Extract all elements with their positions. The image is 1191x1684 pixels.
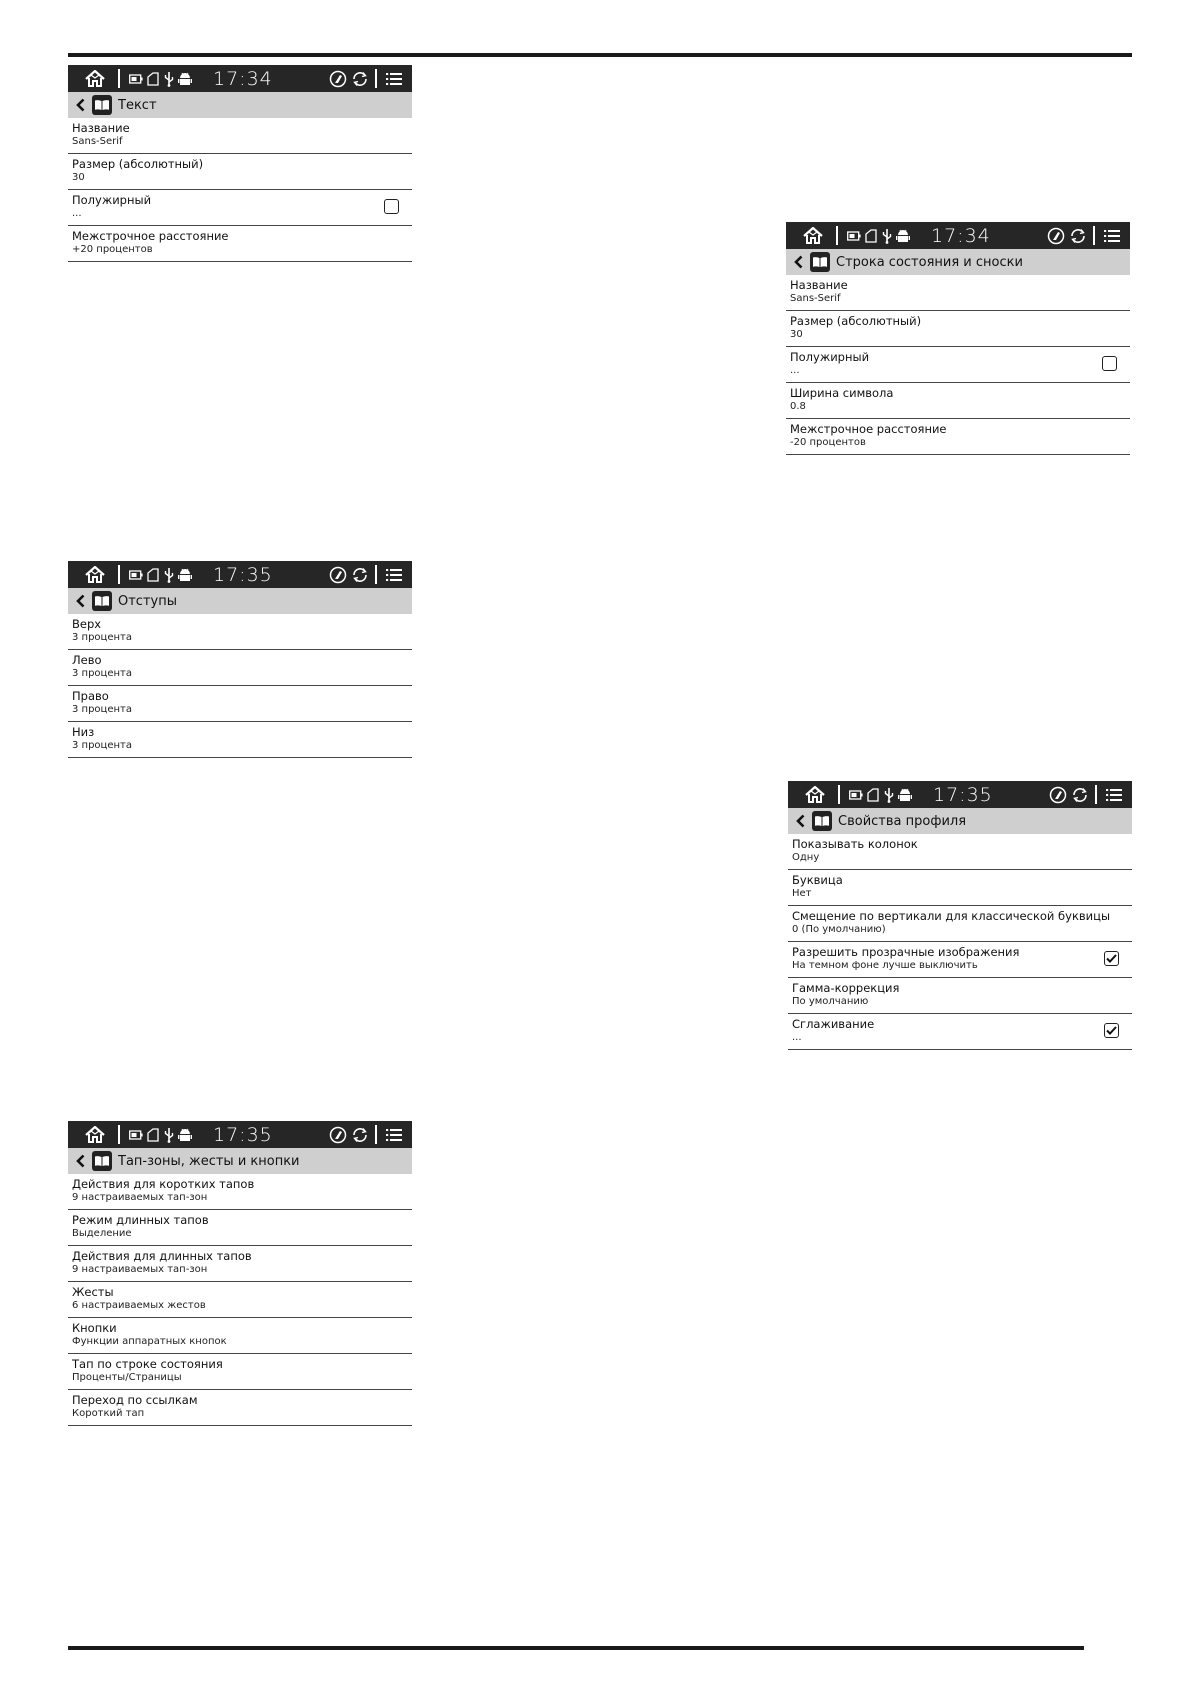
- title-bar: [68, 92, 412, 118]
- settings-item-value: 6 настраиваемых жестов: [72, 1300, 206, 1311]
- status-bar: [68, 65, 412, 92]
- settings-item-label: Жесты: [72, 1285, 114, 1299]
- settings-item[interactable]: [68, 1210, 412, 1246]
- settings-item-label: Право: [72, 689, 109, 703]
- settings-item[interactable]: [788, 1014, 1132, 1050]
- settings-item-value: 9 настраиваемых тап-зон: [72, 1264, 208, 1275]
- clean-icon[interactable]: [1049, 781, 1067, 808]
- android-icon: [178, 1121, 192, 1148]
- status-bar: [786, 222, 1130, 249]
- back-icon[interactable]: [76, 594, 88, 608]
- settings-item-label: Размер (абсолютный): [72, 157, 204, 171]
- usb-icon: [884, 781, 894, 808]
- title-bar: [786, 249, 1130, 275]
- bottom-rule: [68, 1646, 1084, 1650]
- check-icon: [1106, 954, 1117, 963]
- book-icon: [92, 591, 112, 611]
- settings-item-label: Сглаживание: [792, 1017, 875, 1031]
- usb-icon: [164, 1121, 174, 1148]
- home-icon[interactable]: [802, 222, 824, 249]
- status-separator: [375, 1125, 377, 1144]
- settings-item[interactable]: [68, 226, 412, 262]
- settings-item[interactable]: [788, 906, 1132, 942]
- status-bar: [68, 1121, 412, 1148]
- settings-item-value: Функции аппаратных кнопок: [72, 1336, 227, 1347]
- battery-icon: [129, 65, 143, 92]
- settings-item-label: Показывать колонок: [792, 837, 918, 851]
- settings-item-value: По умолчанию: [792, 996, 869, 1007]
- settings-item-value: +20 процентов: [72, 244, 153, 255]
- settings-item-value: 9 настраиваемых тап-зон: [72, 1192, 208, 1203]
- settings-item-value: Одну: [792, 852, 820, 863]
- settings-item-value: Sans-Serif: [72, 136, 123, 147]
- settings-item[interactable]: [68, 1354, 412, 1390]
- sync-icon[interactable]: [1071, 781, 1089, 808]
- settings-item-label: Буквица: [792, 873, 843, 887]
- top-rule: [68, 53, 1132, 57]
- sync-icon[interactable]: [351, 561, 369, 588]
- page-title: Строка состояния и сноски: [836, 254, 1023, 270]
- status-bar: [788, 781, 1132, 808]
- status-separator: [118, 69, 120, 88]
- settings-item[interactable]: [788, 942, 1132, 978]
- settings-item-value: 0 (По умолчанию): [792, 924, 886, 935]
- usb-icon: [164, 65, 174, 92]
- home-icon[interactable]: [84, 65, 106, 92]
- settings-item[interactable]: [786, 347, 1130, 383]
- menu-icon[interactable]: [386, 561, 402, 588]
- settings-item[interactable]: [788, 834, 1132, 870]
- settings-item-label: Полужирный: [72, 193, 152, 207]
- title-bar: [788, 808, 1132, 834]
- back-icon[interactable]: [796, 814, 808, 828]
- settings-item[interactable]: [68, 1174, 412, 1210]
- settings-item-value: Sans-Serif: [790, 293, 841, 304]
- settings-item[interactable]: [68, 686, 412, 722]
- sync-icon[interactable]: [1069, 222, 1087, 249]
- settings-item-label: Размер (абсолютный): [790, 314, 922, 328]
- clean-icon[interactable]: [329, 65, 347, 92]
- settings-item-value: 30: [72, 172, 85, 183]
- settings-item-value: 3 процента: [72, 632, 132, 643]
- settings-item-value: 3 процента: [72, 704, 132, 715]
- android-icon: [896, 222, 910, 249]
- settings-item-value: -20 процентов: [790, 437, 866, 448]
- check-icon: [1106, 1026, 1117, 1035]
- settings-item[interactable]: [68, 1246, 412, 1282]
- home-icon[interactable]: [804, 781, 826, 808]
- sd-card-icon: [867, 781, 879, 808]
- settings-screenshot: [68, 65, 412, 262]
- status-separator: [836, 226, 838, 245]
- settings-item-value: Проценты/Страницы: [72, 1372, 182, 1383]
- sd-card-icon: [147, 561, 159, 588]
- settings-item[interactable]: [68, 650, 412, 686]
- usb-icon: [164, 561, 174, 588]
- settings-item[interactable]: [68, 190, 412, 226]
- usb-icon: [882, 222, 892, 249]
- settings-screenshot: [788, 781, 1132, 1050]
- page-title: Отступы: [118, 593, 177, 609]
- settings-item-label: Межстрочное расстояние: [72, 229, 229, 243]
- battery-icon: [129, 561, 143, 588]
- settings-item[interactable]: [68, 722, 412, 758]
- sd-card-icon: [147, 65, 159, 92]
- settings-item-label: Гамма-коррекция: [792, 981, 900, 995]
- settings-item[interactable]: [786, 311, 1130, 347]
- settings-item-label: Действия для длинных тапов: [72, 1249, 252, 1263]
- settings-item-label: Действия для коротких тапов: [72, 1177, 255, 1191]
- settings-item[interactable]: [68, 1282, 412, 1318]
- status-separator: [838, 785, 840, 804]
- settings-screenshot: [68, 561, 412, 758]
- settings-item-label: Название: [790, 278, 848, 292]
- sd-card-icon: [865, 222, 877, 249]
- settings-item-label: Название: [72, 121, 130, 135]
- status-time: 17:34: [931, 225, 991, 247]
- settings-item[interactable]: [68, 1390, 412, 1426]
- status-separator: [118, 565, 120, 584]
- status-time: 17:34: [213, 68, 273, 90]
- battery-icon: [849, 781, 863, 808]
- settings-item-label: Смещение по вертикали для классической буквицы: [792, 909, 1111, 923]
- settings-item[interactable]: [786, 419, 1130, 455]
- sync-icon[interactable]: [351, 1121, 369, 1148]
- status-separator: [1095, 785, 1097, 804]
- battery-icon: [129, 1121, 143, 1148]
- settings-item-value: На темном фоне лучше выключить: [792, 960, 978, 971]
- settings-item-label: Лево: [72, 653, 102, 667]
- status-bar: [68, 561, 412, 588]
- checkbox-checked[interactable]: [1104, 1023, 1119, 1038]
- settings-item[interactable]: [786, 275, 1130, 311]
- home-icon[interactable]: [84, 561, 106, 588]
- settings-item-label: Ширина символа: [790, 386, 894, 400]
- back-icon[interactable]: [794, 255, 806, 269]
- settings-item[interactable]: [68, 614, 412, 650]
- menu-icon[interactable]: [1106, 781, 1122, 808]
- settings-item-value: Выделение: [72, 1228, 132, 1239]
- book-icon: [810, 252, 830, 272]
- menu-icon[interactable]: [386, 65, 402, 92]
- menu-icon[interactable]: [386, 1121, 402, 1148]
- status-separator: [375, 69, 377, 88]
- settings-screenshot: [786, 222, 1130, 455]
- settings-item[interactable]: [786, 383, 1130, 419]
- clean-icon[interactable]: [329, 1121, 347, 1148]
- status-time: 17:35: [213, 1124, 273, 1146]
- book-icon: [92, 1151, 112, 1171]
- settings-item-label: Тап по строке состояния: [72, 1357, 223, 1371]
- settings-item-label: Полужирный: [790, 350, 870, 364]
- checkbox-unchecked[interactable]: [1102, 356, 1117, 371]
- settings-item-label: Переход по ссылкам: [72, 1393, 198, 1407]
- settings-item-label: Низ: [72, 725, 95, 739]
- title-bar: [68, 1148, 412, 1174]
- settings-item[interactable]: [788, 870, 1132, 906]
- clean-icon[interactable]: [1047, 222, 1065, 249]
- home-icon[interactable]: [84, 1121, 106, 1148]
- settings-item-value: ...: [792, 1032, 802, 1043]
- settings-item-label: Кнопки: [72, 1321, 117, 1335]
- settings-item[interactable]: [68, 154, 412, 190]
- settings-item-value: ...: [790, 365, 800, 376]
- status-time: 17:35: [933, 784, 993, 806]
- settings-item-value: Короткий тап: [72, 1408, 145, 1419]
- sync-icon[interactable]: [351, 65, 369, 92]
- settings-item[interactable]: [68, 118, 412, 154]
- book-icon: [92, 95, 112, 115]
- back-icon[interactable]: [76, 1154, 88, 1168]
- checkbox-unchecked[interactable]: [384, 199, 399, 214]
- settings-item[interactable]: [68, 1318, 412, 1354]
- title-bar: [68, 588, 412, 614]
- settings-item-value: ...: [72, 208, 82, 219]
- battery-icon: [847, 222, 861, 249]
- settings-item[interactable]: [788, 978, 1132, 1014]
- settings-item-value: Нет: [792, 888, 812, 899]
- status-separator: [1093, 226, 1095, 245]
- menu-icon[interactable]: [1104, 222, 1120, 249]
- book-icon: [812, 811, 832, 831]
- settings-item-label: Режим длинных тапов: [72, 1213, 209, 1227]
- status-time: 17:35: [213, 564, 273, 586]
- android-icon: [898, 781, 912, 808]
- settings-item-value: 30: [790, 329, 803, 340]
- settings-item-value: 3 процента: [72, 668, 132, 679]
- sd-card-icon: [147, 1121, 159, 1148]
- settings-item-value: 0.8: [790, 401, 806, 412]
- page-title: Свойства профиля: [838, 813, 967, 829]
- android-icon: [178, 65, 192, 92]
- checkbox-checked[interactable]: [1104, 951, 1119, 966]
- settings-item-value: 3 процента: [72, 740, 132, 751]
- back-icon[interactable]: [76, 98, 88, 112]
- settings-item-label: Межстрочное расстояние: [790, 422, 947, 436]
- settings-item-label: Верх: [72, 617, 102, 631]
- status-separator: [375, 565, 377, 584]
- settings-screenshot: [68, 1121, 412, 1426]
- page-title: Текст: [118, 97, 157, 113]
- android-icon: [178, 561, 192, 588]
- clean-icon[interactable]: [329, 561, 347, 588]
- page-title: Тап-зоны, жесты и кнопки: [118, 1153, 300, 1169]
- status-separator: [118, 1125, 120, 1144]
- settings-item-label: Разрешить прозрачные изображения: [792, 945, 1020, 959]
